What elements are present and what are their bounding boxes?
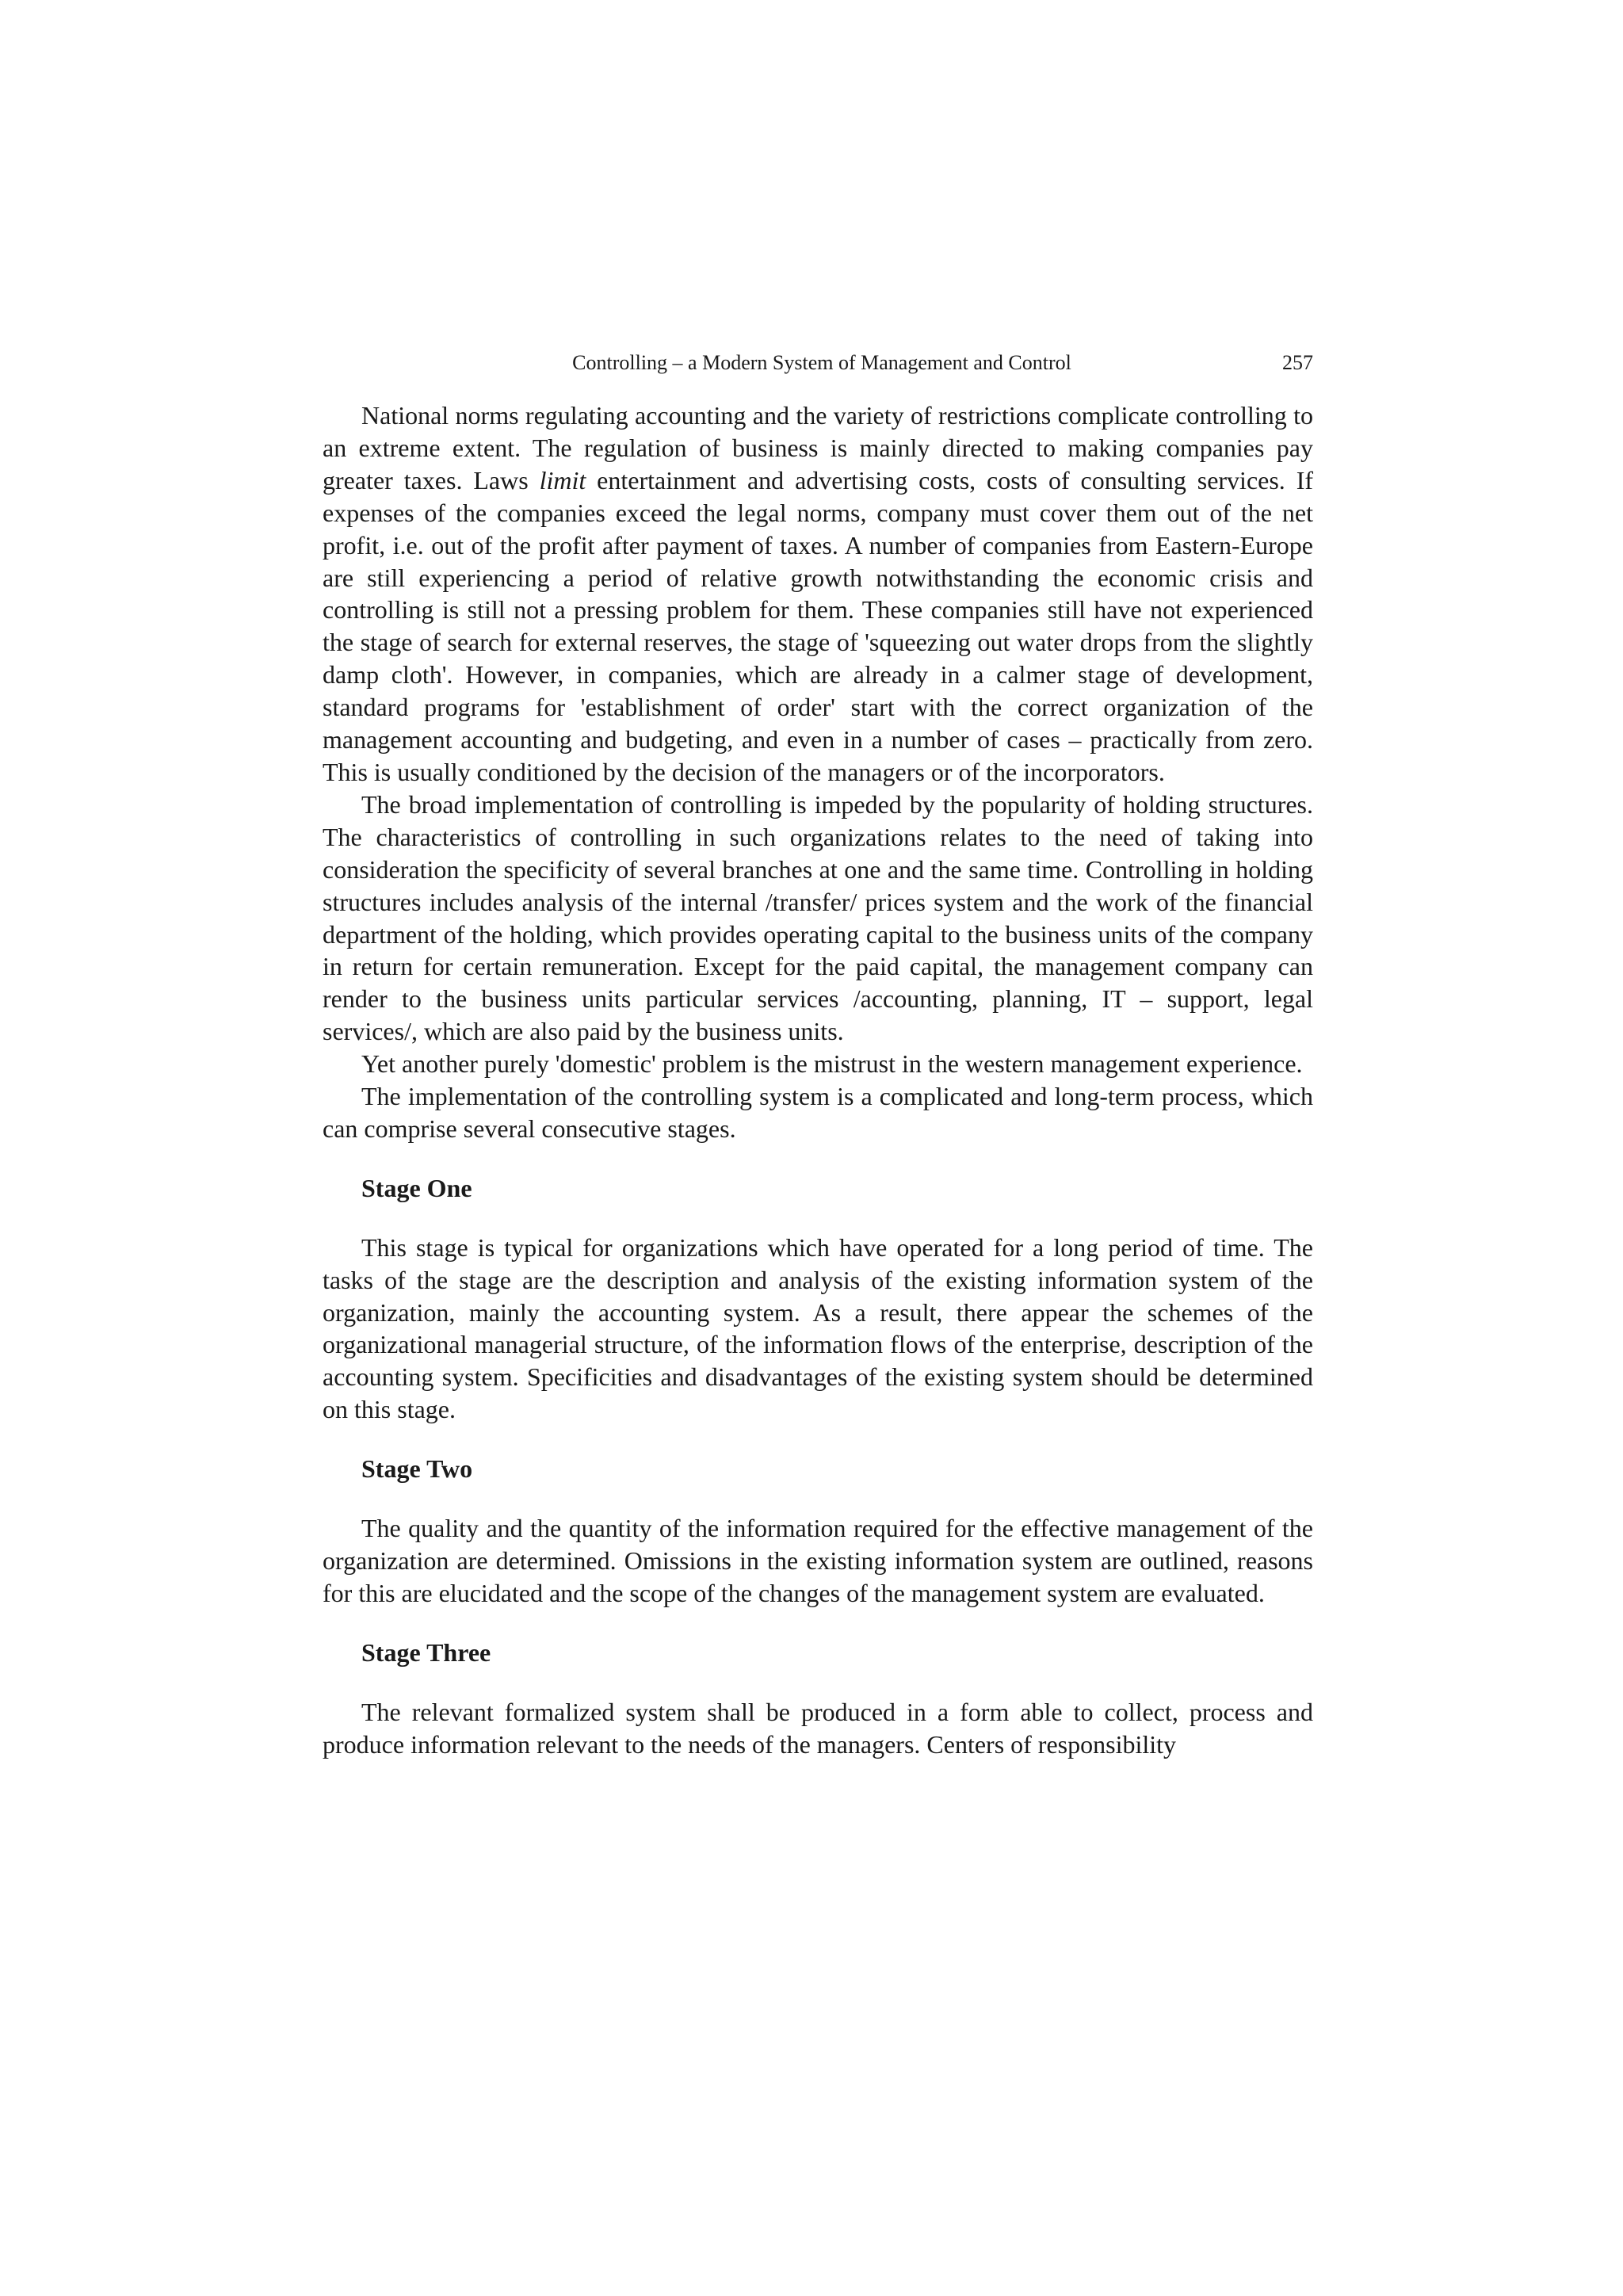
page bbox=[323, 347, 1313, 1761]
running-head bbox=[323, 347, 1313, 379]
stage-one-text: This stage is typical for organizations which have operated for a long period of time. The tasks of the stage are the description and analysis of the existing information system of the organization, mainly the accounting system. As a result, there appear the schemes of the organizational managerial structure, of the information flows of the enterprise, description of the accounting system. Specificities and disadvantages of the existing system should be determined on this stage. bbox=[323, 1232, 1313, 1424]
paragraph-national-norms bbox=[323, 399, 1313, 789]
paragraph-holding-structures: The broad implementation of controlling is impeded by the popularity of holding structures. The characteristics of controlling in such organizations relates to the need of taking into consideration the specificity of several branches at one and the same time. Controlling in holding structures includes analysis of the internal /transfer/ prices system and the work of the financial department of the holding, which provides operating capital to the business units of the company in return for certain remuneration. Except for the paid capital, the management company can render to the business units particular services /accounting, planning, IT – support, legal services/, which are also paid by the business units. bbox=[323, 789, 1313, 1046]
stage-one-heading: Stage One bbox=[361, 1173, 472, 1202]
body-text bbox=[323, 399, 1313, 1761]
paragraph-text: entertainment and advertising costs, costs of consulting services. If expenses of the companies exceed the legal norms, company must cover them out of the net profit, i.e. out of the profit after payment of taxes. A number of companies from Eastern-Europe are still experiencing a period of relative growth notwithstanding the economic crisis and controlling is still not a pressing problem for them. These companies still have not experienced the stage of search for external reserves, the stage of 'squeezing out water drops from the slightly damp cloth'. However, in companies, which are already in a calmer stage of development, standard programs for 'establishment of order' start with the correct organization of the management accounting and budgeting, and even in a number of cases – practically from zero. This is usually conditioned by the decision of the managers or of the incorporators. bbox=[323, 465, 1314, 786]
page-number: 257 bbox=[1282, 351, 1313, 374]
running-title: Controlling – a Modern System of Management and Control bbox=[572, 351, 1071, 374]
paragraph-text: National norms regulating accounting and the variety of restrictions complicate controlling to an extreme extent. The regulation of business is mainly directed to making companies pay greater taxes. Laws bbox=[323, 401, 1313, 495]
stage-two-heading: Stage Two bbox=[361, 1454, 473, 1484]
stage-three-heading: Stage Three bbox=[361, 1637, 491, 1667]
stage-two-text: The quality and the quantity of the information required for the effective management of the organization are determined. Omissions in the existing information system are outlined, reasons for this are elucidated and the scope of the changes of the management system are evaluated. bbox=[323, 1514, 1313, 1607]
paragraph-implementation: The implementation of the controlling system is a complicated and long-term process, which can comprise several consecutive stages. bbox=[323, 1082, 1313, 1143]
paragraph-domestic-problem: Yet another purely 'domestic' problem is the mistrust in the western management experience. bbox=[361, 1049, 1303, 1079]
emphasis-limit: limit bbox=[539, 465, 586, 495]
stage-three-text: The relevant formalized system shall be produced in a form able to collect, process and produce information relevant to the needs of the managers. Centers of responsibility bbox=[323, 1697, 1313, 1759]
